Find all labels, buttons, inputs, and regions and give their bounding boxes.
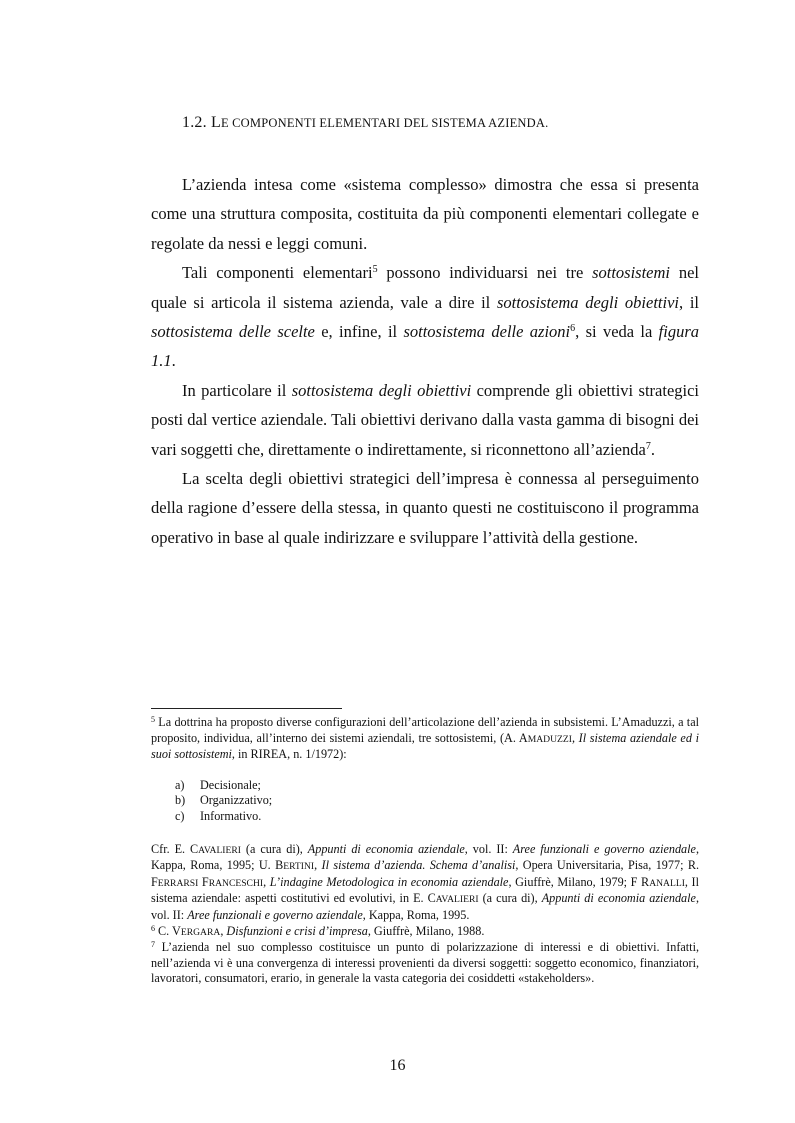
text-run: nel quale si articola il sistema azienda, vale a dire il bbox=[151, 263, 699, 312]
italic-run: Appunti di economia aziendale bbox=[541, 891, 696, 906]
footnote-7 bbox=[151, 940, 699, 987]
text-run: La dottrina ha proposto diverse configurazioni dell’articolazione dell’azienda in subsistemi. L’Amaduzzi, a tal proposito, individua, all’interno dei sistemi aziendali, tre sottosistemi, (A. A bbox=[151, 715, 699, 745]
italic-run: Aree funzionali e governo aziendale bbox=[187, 907, 363, 922]
heading-initial: L bbox=[211, 114, 221, 131]
figure-reference: figura 1.1 bbox=[151, 322, 700, 371]
smallcaps-run: ERGARA bbox=[180, 926, 221, 938]
list-item bbox=[151, 778, 699, 794]
footnote-6 bbox=[151, 924, 699, 941]
text-run: , vol. II: bbox=[464, 841, 513, 856]
italic-run: Disfunzioni e crisi d’impresa bbox=[226, 923, 368, 938]
text-run: , Kappa, Roma, 1995; U. B bbox=[151, 841, 699, 873]
text-run: . bbox=[650, 439, 655, 459]
italic-run: sottosistema delle azioni bbox=[403, 322, 571, 342]
footnotes bbox=[151, 715, 699, 987]
text-run: , Il sistema aziendale: aspetti costitutivi ed evolutivi, in E. C bbox=[151, 874, 699, 906]
subsystem-list bbox=[151, 778, 699, 825]
paragraph-3 bbox=[151, 376, 699, 464]
text-run: , Giuffrè, Milano, 1979; F R bbox=[508, 874, 650, 889]
list-item bbox=[151, 793, 699, 809]
text-run: . bbox=[171, 351, 176, 371]
text-run: , il bbox=[679, 292, 699, 312]
italic-run: sottosistema degli obiettivi bbox=[291, 380, 472, 400]
text-run: , bbox=[220, 923, 227, 938]
italic-run: sottosistemi bbox=[592, 263, 671, 283]
text-run: comprende gli obiettivi strategici posti dal vertice aziendale. Tali obiettivi derivano dalla vasta gamma di bisogni dei vari soggetti che, direttamente o indirettamente, si riconnettono all’azienda bbox=[151, 380, 700, 459]
footnote-number: 5 bbox=[151, 715, 155, 724]
footnote-5 bbox=[151, 715, 699, 763]
text-run: C. V bbox=[155, 923, 181, 938]
body-text bbox=[151, 170, 699, 552]
text-run: , Giuffrè, Milano, 1988. bbox=[367, 923, 485, 938]
smallcaps-run: RANCESCHI bbox=[208, 877, 264, 889]
paragraph-2 bbox=[151, 258, 699, 376]
footnote-ref-7: 7 bbox=[645, 440, 651, 452]
text-run: , si veda la bbox=[575, 322, 659, 342]
list-label: b) bbox=[175, 793, 186, 808]
footnote-5-references bbox=[151, 842, 699, 924]
page-number: 16 bbox=[389, 1057, 406, 1074]
text-run: e, infine, il bbox=[314, 322, 404, 342]
smallcaps-run: ANALLI bbox=[649, 877, 685, 889]
text-run: F bbox=[198, 874, 209, 889]
italic-run: sottosistema degli obiettivi bbox=[496, 292, 679, 312]
list-text: Decisionale; bbox=[200, 777, 261, 792]
smallcaps-run: ERRARSI bbox=[157, 877, 199, 889]
text-run: , Kappa, Roma, 1995. bbox=[362, 907, 470, 922]
footnote-number: 7 bbox=[151, 940, 155, 950]
italic-run: , Il sistema aziendale ed i suoi sottosistemi bbox=[151, 730, 699, 762]
italic-run: Aree funzionali e governo aziendale bbox=[512, 841, 696, 856]
section-heading bbox=[182, 114, 548, 132]
text-run: Tali componenti elementari bbox=[182, 263, 373, 283]
list-text: Informativo. bbox=[200, 808, 262, 823]
italic-run: sottosistema delle scelte bbox=[151, 322, 315, 342]
heading-smallcaps: E COMPONENTI ELEMENTARI DEL SISTEMA AZIENDA. bbox=[220, 116, 549, 130]
italic-run: Appunti di economia aziendale bbox=[307, 841, 465, 856]
smallcaps-run: ERTINI bbox=[283, 861, 315, 873]
italic-run: L’indagine Metodologica in economia aziendale bbox=[269, 874, 509, 889]
section-number: 1.2. bbox=[182, 114, 211, 131]
smallcaps-run: AVALIERI bbox=[435, 894, 479, 906]
text-run: possono individuarsi nei tre bbox=[377, 263, 593, 283]
list-text: Organizzativo; bbox=[200, 793, 273, 808]
text-run: , in RIREA, n. 1/1972): bbox=[231, 747, 347, 762]
smallcaps-run: MADUZZI bbox=[527, 733, 572, 745]
smallcaps-run: AVALIERI bbox=[198, 844, 241, 856]
list-label: a) bbox=[175, 777, 185, 792]
text-run: L’azienda nel suo complesso costituisce un punto di polarizzazione di interessi e di obiettivi. Infatti, nell’azienda vi è una convergenza di interessi provenienti da diversi soggetti: soggetto economico, finanziatori, lavoratori, consumatori, erario, in generale la vasta categoria dei cosiddetti «stakeholders». bbox=[151, 940, 699, 986]
paragraph-4: La scelta degli obiettivi strategici dell’impresa è connessa al perseguimento della ragione d’essere della stessa, in quanto questi ne costituiscono il programma operativo in base al quale indirizzare e sviluppare l’attività della gestione. bbox=[151, 469, 699, 547]
text-run: , vol. II: bbox=[151, 891, 699, 922]
italic-run: Il sistema d’azienda. Schema d’analisi bbox=[321, 858, 516, 873]
footnote-ref-5: 5 bbox=[372, 264, 378, 276]
list-item bbox=[151, 809, 699, 825]
footnote-number: 6 bbox=[151, 923, 155, 933]
text-run: , bbox=[314, 858, 322, 873]
footnote-ref-6: 6 bbox=[570, 323, 576, 335]
list-label: c) bbox=[175, 808, 185, 823]
text-run: In particolare il bbox=[182, 380, 292, 400]
text-run: (a cura di), bbox=[478, 891, 542, 906]
text-run: , bbox=[263, 874, 270, 889]
text-run: (a cura di), bbox=[240, 841, 308, 856]
text-run: , Opera Universitaria, Pisa, 1977; R. F bbox=[151, 858, 700, 889]
text-run: Cfr. E. C bbox=[151, 841, 199, 856]
footnote-separator bbox=[151, 708, 342, 709]
paragraph-1: L’azienda intesa come «sistema complesso» dimostra che essa si presenta come una struttura composita, costituita da più componenti elementari collegate e regolate da nessi e leggi comuni. bbox=[151, 175, 699, 253]
